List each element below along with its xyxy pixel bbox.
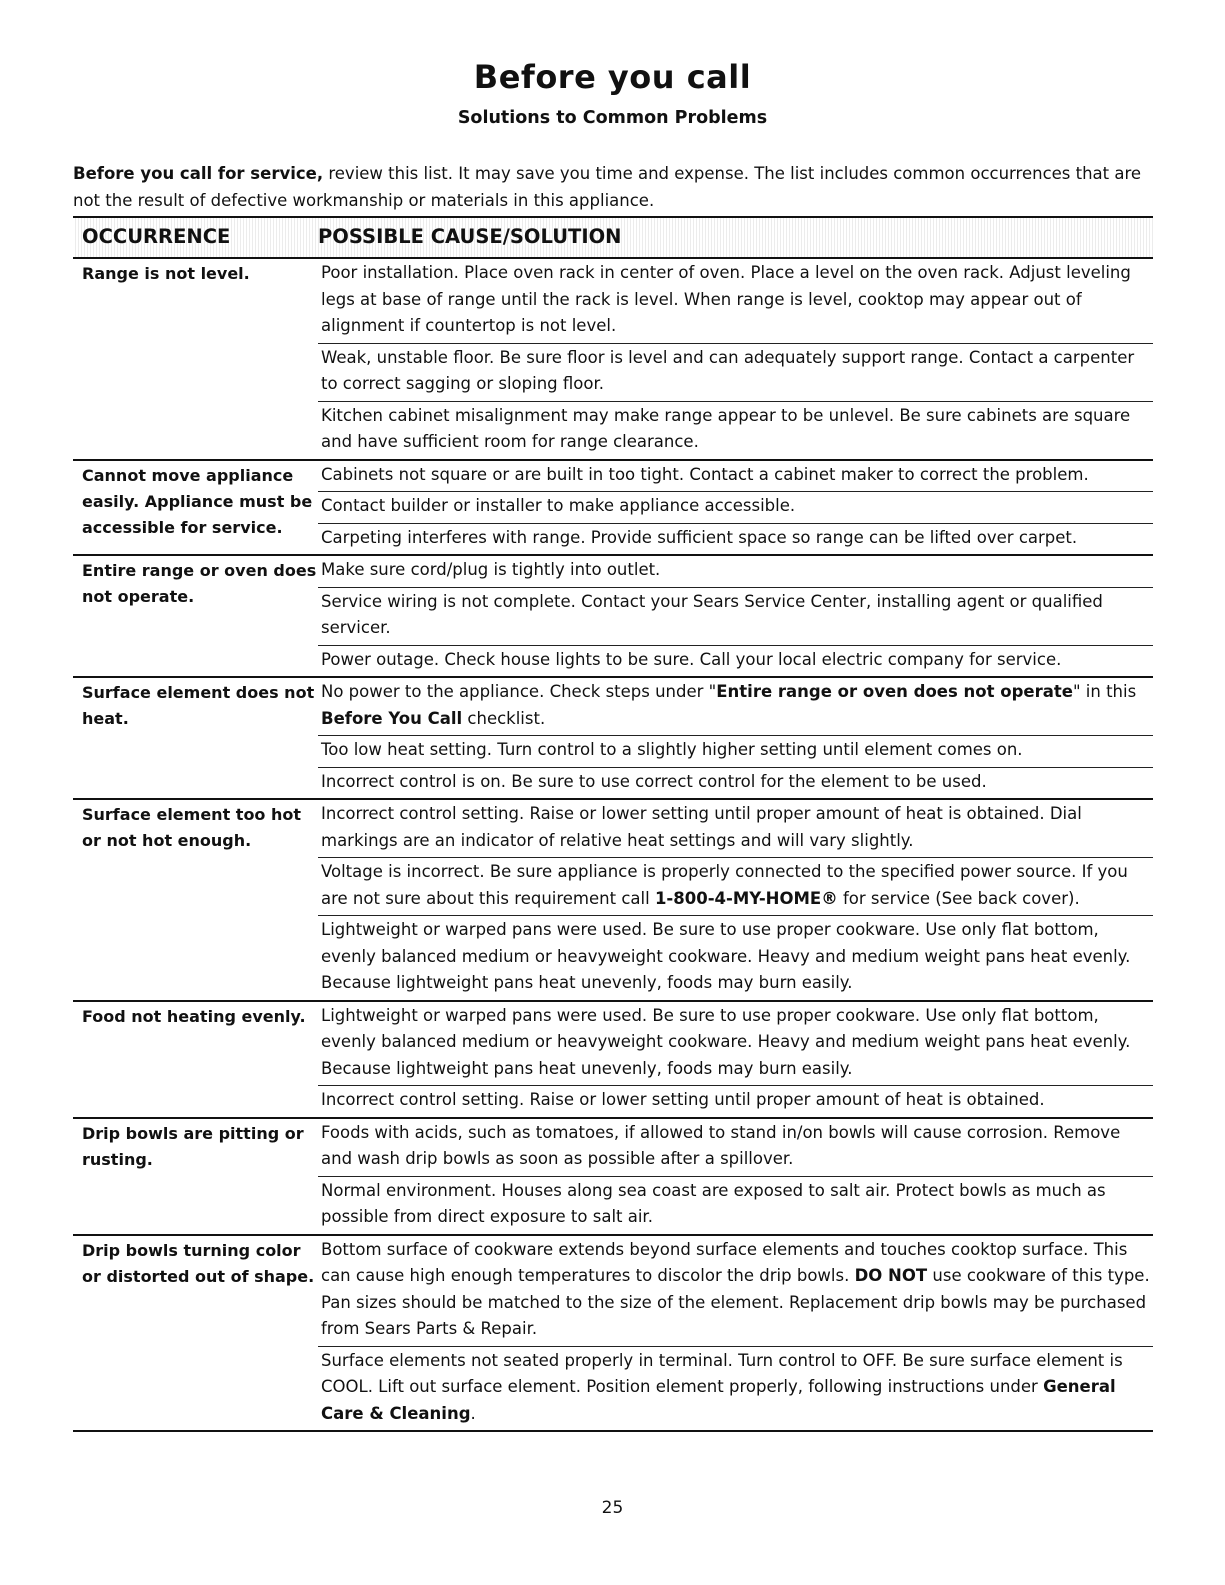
page-number: 25 xyxy=(601,1498,624,1518)
column-header-occurrence: OCCURRENCE xyxy=(82,225,231,248)
solution-item: Lightweight or warped pans were used. Be sure to use proper cookware. Use only flat bottom, evenly balanced medium or heavyweight cookware. Heavy and medium weight pans heat evenly. Because lightweight pans heat unevenly, foods may burn easily. xyxy=(318,1002,1153,1087)
solution-item xyxy=(318,1347,1153,1431)
intro-paragraph xyxy=(73,160,1153,214)
solution-text: Voltage is incorrect. Be sure appliance is properly connected to the specified power source. If you are not sure about this requirement call xyxy=(321,862,1128,908)
solution-emphasis: Entire range or oven does not operate xyxy=(716,682,1073,701)
solutions-cell xyxy=(318,259,1153,459)
occurrence-cell: Surface element does not heat. xyxy=(82,683,315,728)
solutions-cell xyxy=(318,1119,1153,1234)
solution-item: Incorrect control is on. Be sure to use correct control for the element to be used. xyxy=(321,771,987,791)
solution-item: Normal environment. Houses along sea coast are exposed to salt air. Protect bowls as much as possible from direct exposure to salt air. xyxy=(321,1180,1106,1226)
intro-lead: Before you call for service, xyxy=(73,164,324,183)
solutions-cell xyxy=(318,461,1153,555)
table-header xyxy=(73,216,1153,259)
solution-item: Kitchen cabinet misalignment may make range appear to be unlevel. Be sure cabinets are square and have sufficient room for range clearance. xyxy=(321,405,1131,451)
table-row xyxy=(73,1119,1153,1236)
solution-item: Incorrect control setting. Raise or lower setting until proper amount of heat is obtained. Dial markings are an indicator of relative heat settings and will vary slightly. xyxy=(318,800,1153,858)
solution-text: use cookware of this type. Pan sizes should be matched to the size of the element. Replacement drip bowls may be purchased from Sears Parts & Repair. xyxy=(321,1266,1150,1338)
solution-item: Power outage. Check house lights to be sure. Call your local electric company for service. xyxy=(321,649,1062,669)
solution-item: Cabinets not square or are built in too tight. Contact a cabinet maker to correct the problem. xyxy=(318,461,1153,493)
solution-emphasis: DO NOT xyxy=(854,1266,928,1285)
table-row xyxy=(73,556,1153,678)
occurrence-cell: Drip bowls turning color or distorted out of shape. xyxy=(82,1240,315,1286)
solutions-cell xyxy=(318,678,1153,798)
occurrence-cell: Drip bowls are pitting or rusting. xyxy=(82,1123,304,1169)
solutions-cell xyxy=(318,556,1153,676)
solution-text: No power to the appliance. Check steps under " xyxy=(321,682,717,701)
table-row xyxy=(73,1002,1153,1119)
occurrence-cell: Range is not level. xyxy=(82,264,250,283)
solution-emphasis: General Care & Cleaning xyxy=(321,1377,1116,1423)
solution-item: Too low heat setting. Turn control to a slightly higher setting until element comes on. xyxy=(318,736,1153,768)
solution-item: Carpeting interferes with range. Provide sufficient space so range can be lifted over carpet. xyxy=(321,527,1078,547)
solutions-cell xyxy=(318,800,1153,1000)
solution-item: Foods with acids, such as tomatoes, if allowed to stand in/on bowls will cause corrosion. Remove and wash drip bowls as soon as possible after a spillover. xyxy=(318,1119,1153,1177)
solution-item xyxy=(318,678,1153,736)
solutions-cell xyxy=(318,1236,1153,1431)
solution-item: Incorrect control setting. Raise or lower setting until proper amount of heat is obtained. xyxy=(321,1090,1045,1109)
intro-text: review this list. It may save you time and expense. The list includes common occurrences that are not the result of defective workmanship or materials in this appliance. xyxy=(73,164,1142,210)
occurrence-cell: Cannot move appliance easily. Appliance must be accessible for service. xyxy=(82,465,313,537)
solution-item: Make sure cord/plug is tightly into outlet. xyxy=(318,556,1153,588)
troubleshooting-table xyxy=(73,216,1153,1432)
service-phone-number: 1-800-4-MY-HOME® xyxy=(654,888,838,908)
solution-item: Contact builder or installer to make appliance accessible. xyxy=(318,492,1153,524)
solution-text: Bottom surface of cookware extends beyond surface elements and touches cooktop surface. This can cause high enough temperatures to discolor the drip bowls. xyxy=(321,1239,1128,1285)
table-row xyxy=(73,461,1153,557)
occurrence-cell: Food not heating evenly. xyxy=(82,1006,306,1026)
table-row xyxy=(73,800,1153,1002)
occurrence-cell: Entire range or oven does not operate. xyxy=(82,561,317,606)
page-subtitle: Solutions to Common Problems xyxy=(457,108,768,128)
solutions-cell xyxy=(318,1002,1153,1117)
solution-text: Surface elements not seated properly in terminal. Turn control to OFF. Be sure surface element is COOL. Lift out surface element. Position element properly, following instructions under xyxy=(321,1350,1123,1396)
solution-item xyxy=(318,858,1153,916)
solution-text: checklist. xyxy=(462,708,546,728)
occurrence-cell: Surface element too hot or not hot enough. xyxy=(82,805,302,850)
solution-emphasis: Before You Call xyxy=(321,708,463,728)
page-title: Before you call xyxy=(473,58,752,96)
table-row xyxy=(73,259,1153,461)
solution-item: Poor installation. Place oven rack in center of oven. Place a level on the oven rack. Adjust leveling legs at base of range until the rack is level. When range is level, cooktop may appear out of alignment if countertop is not level. xyxy=(318,259,1153,344)
solution-text: " in this xyxy=(1072,682,1137,701)
solution-item xyxy=(318,1236,1153,1347)
solution-item: Service wiring is not complete. Contact your Sears Service Center, installing agent or qualified servicer. xyxy=(318,588,1153,646)
column-header-solution: POSSIBLE CAUSE/SOLUTION xyxy=(318,225,622,248)
solution-item: Weak, unstable floor. Be sure floor is level and can adequately support range. Contact a carpenter to correct sagging or sloping floor. xyxy=(318,344,1153,402)
solution-text: . xyxy=(470,1403,476,1423)
table-row xyxy=(73,678,1153,800)
solution-item: Lightweight or warped pans were used. Be sure to use proper cookware. Use only flat bottom, evenly balanced medium or heavyweight cookware. Heavy and medium weight pans heat evenly. Because lightweight pans heat unevenly, foods may burn easily. xyxy=(321,920,1131,992)
solution-text: for service (See back cover). xyxy=(837,888,1080,908)
table-row xyxy=(73,1236,1153,1433)
